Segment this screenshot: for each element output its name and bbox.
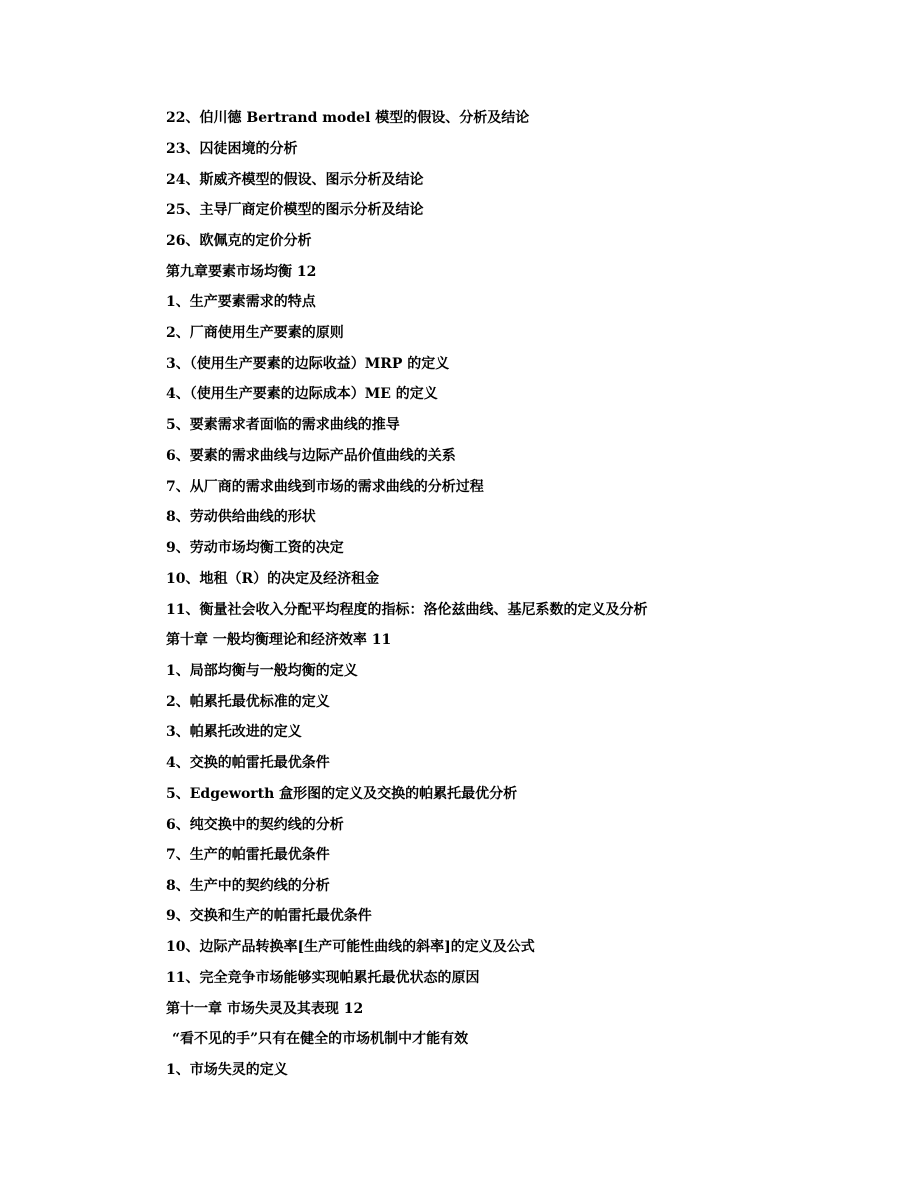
- list-item: 4、（使用生产要素的边际成本）ME 的定义: [166, 386, 438, 402]
- list-item: 7、从厂商的需求曲线到市场的需求曲线的分析过程: [166, 479, 484, 495]
- list-item: 2、帕累托最优标准的定义: [166, 694, 330, 710]
- list-item: 11、衡量社会收入分配平均程度的指标：洛伦兹曲线、基尼系数的定义及分析: [166, 602, 648, 618]
- list-item: 8、劳动供给曲线的形状: [166, 509, 316, 525]
- list-item: 8、生产中的契约线的分析: [166, 878, 330, 894]
- list-item: 6、纯交换中的契约线的分析: [166, 817, 344, 833]
- list-item: 5、Edgeworth 盒形图的定义及交换的帕累托最优分析: [166, 786, 518, 802]
- list-item: 23、囚徒困境的分析: [166, 141, 298, 157]
- list-item: 7、生产的帕雷托最优条件: [166, 847, 330, 863]
- list-item: 11、完全竞争市场能够实现帕累托最优状态的原因: [166, 970, 480, 986]
- quote-line: “看不见的手”只有在健全的市场机制中才能有效: [172, 1031, 469, 1047]
- list-item: 26、欧佩克的定价分析: [166, 233, 312, 249]
- list-item: 9、劳动市场均衡工资的决定: [166, 540, 344, 556]
- list-item: 1、局部均衡与一般均衡的定义: [166, 663, 358, 679]
- list-item: 10、边际产品转换率[生产可能性曲线的斜率]的定义及公式: [166, 939, 535, 955]
- list-item: 1、生产要素需求的特点: [166, 294, 316, 310]
- chapter-heading: 第十章 一般均衡理论和经济效率 11: [166, 632, 392, 648]
- list-item: 3、（使用生产要素的边际收益）MRP 的定义: [166, 356, 450, 372]
- list-item: 9、交换和生产的帕雷托最优条件: [166, 908, 372, 924]
- list-item: 4、交换的帕雷托最优条件: [166, 755, 330, 771]
- list-item: 24、斯威齐模型的假设、图示分析及结论: [166, 172, 424, 188]
- list-item: 22、伯川德 Bertrand model 模型的假设、分析及结论: [166, 110, 530, 126]
- chapter-heading: 第九章要素市场均衡 12: [166, 264, 317, 280]
- list-item: 1、市场失灵的定义: [166, 1062, 288, 1078]
- list-item: 3、帕累托改进的定义: [166, 724, 302, 740]
- chapter-heading: 第十一章 市场失灵及其表现 12: [166, 1001, 364, 1017]
- list-item: 25、主导厂商定价模型的图示分析及结论: [166, 202, 424, 218]
- list-item: 10、地租（R）的决定及经济租金: [166, 571, 380, 587]
- list-item: 6、要素的需求曲线与边际产品价值曲线的关系: [166, 448, 456, 464]
- list-item: 2、厂商使用生产要素的原则: [166, 325, 344, 341]
- list-item: 5、要素需求者面临的需求曲线的推导: [166, 417, 400, 433]
